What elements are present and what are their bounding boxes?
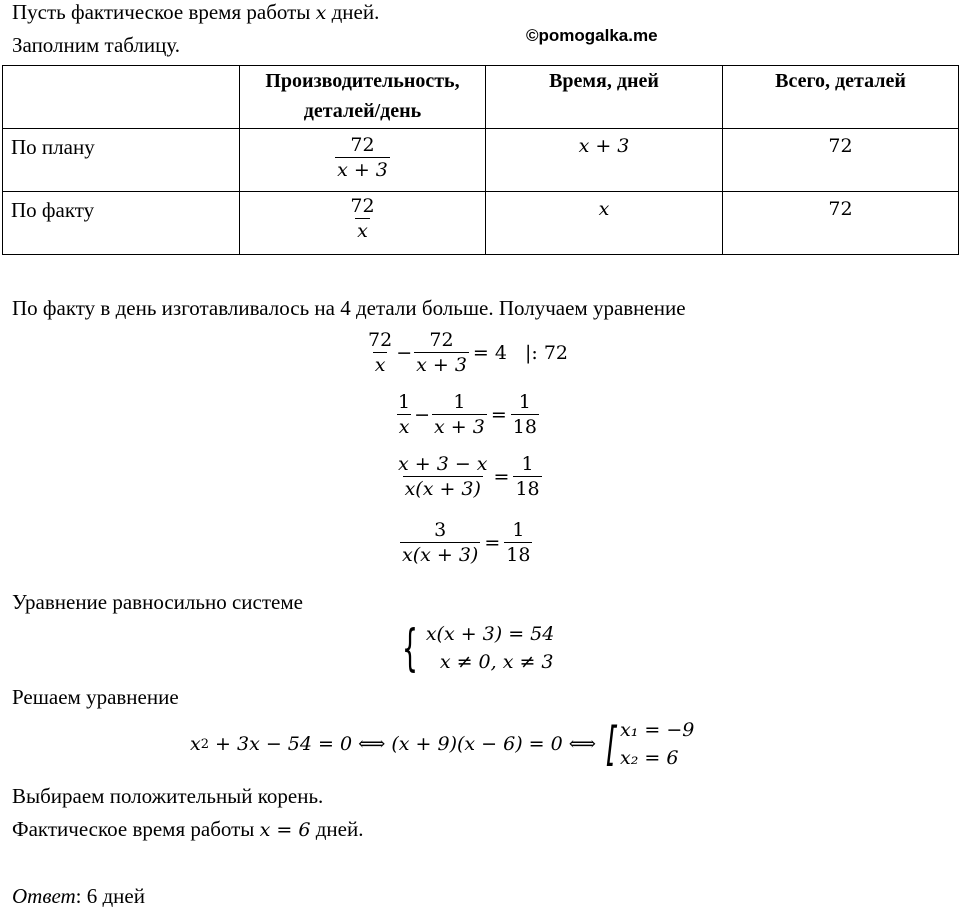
answer-value: : 6 дней [75, 884, 145, 908]
solve-text: Решаем уравнение [12, 685, 179, 709]
equation-1: $\frac{72}{x}$ − $\frac{72}{x + 3}$ = 4 |: 72 [368, 329, 569, 376]
answer-label: Ответ [12, 884, 76, 908]
rate-cell: $\frac{72}{x + 3}$ [240, 129, 486, 192]
root-1: x₁ = −9 [620, 719, 695, 741]
total-cell: 72 [723, 129, 959, 192]
answer-line [12, 884, 145, 909]
left-bracket-icon: [ [605, 717, 617, 771]
header-empty [3, 66, 240, 129]
data-table [2, 65, 959, 255]
total-cell: 72 [723, 192, 959, 255]
header-time: Время, дней [486, 66, 723, 129]
equation-2: $\frac{1}{x}$ − $\frac{1}{x + 3}$ = $\frac{1}{18}$ [398, 391, 537, 438]
intro-var: x [315, 2, 327, 24]
intro-prefix: Пусть фактическое время работы [12, 0, 316, 24]
fill-table-text: Заполним таблицу. [12, 33, 181, 57]
equation-4: $\frac{3}{x(x + 3)}$ = $\frac{1}{18}$ [402, 519, 531, 566]
system [394, 620, 554, 676]
root-2: x₂ = 6 [620, 747, 679, 769]
equiv-system-text: Уравнение равносильно системе [12, 590, 303, 614]
table-row [3, 129, 959, 192]
system-line-2: x ≠ 0, x ≠ 3 [439, 651, 554, 673]
quadratic-equation: x 2 + 3x − 54 = 0 ⟺ (x + 9)(x − 6) = 0 ⟺ [ x₁ = −9 x₂ = 6 [190, 717, 695, 771]
time-cell: x + 3 [486, 129, 723, 192]
actual-time-line: Фактическое время работы x = 6 дней. [12, 817, 364, 841]
intro-suffix: дней. [326, 0, 380, 24]
header-total: Всего, деталей [723, 66, 959, 129]
table-row [3, 192, 959, 255]
time-cell: x [486, 192, 723, 255]
equation-3: $\frac{x + 3 - x}{x(x + 3)}$ = $\frac{1}{18}$ [398, 453, 540, 500]
intro-line [12, 0, 379, 25]
table-header-row [3, 66, 959, 129]
header-rate: Производительность, деталей/день [240, 66, 486, 129]
fact-text: По факту в день изготавливалось на 4 детали больше. Получаем уравнение [12, 296, 686, 320]
rate-cell: $\frac{72}{x}$ [240, 192, 486, 255]
watermark: ©pomogalka.me [526, 26, 658, 45]
row-label: По факту [3, 192, 240, 255]
left-brace-icon: { [401, 619, 418, 677]
row-label: По плану [3, 129, 240, 192]
system-line-1: x(x + 3) = 54 [425, 623, 555, 645]
choose-text: Выбираем положительный корень. [12, 784, 324, 808]
